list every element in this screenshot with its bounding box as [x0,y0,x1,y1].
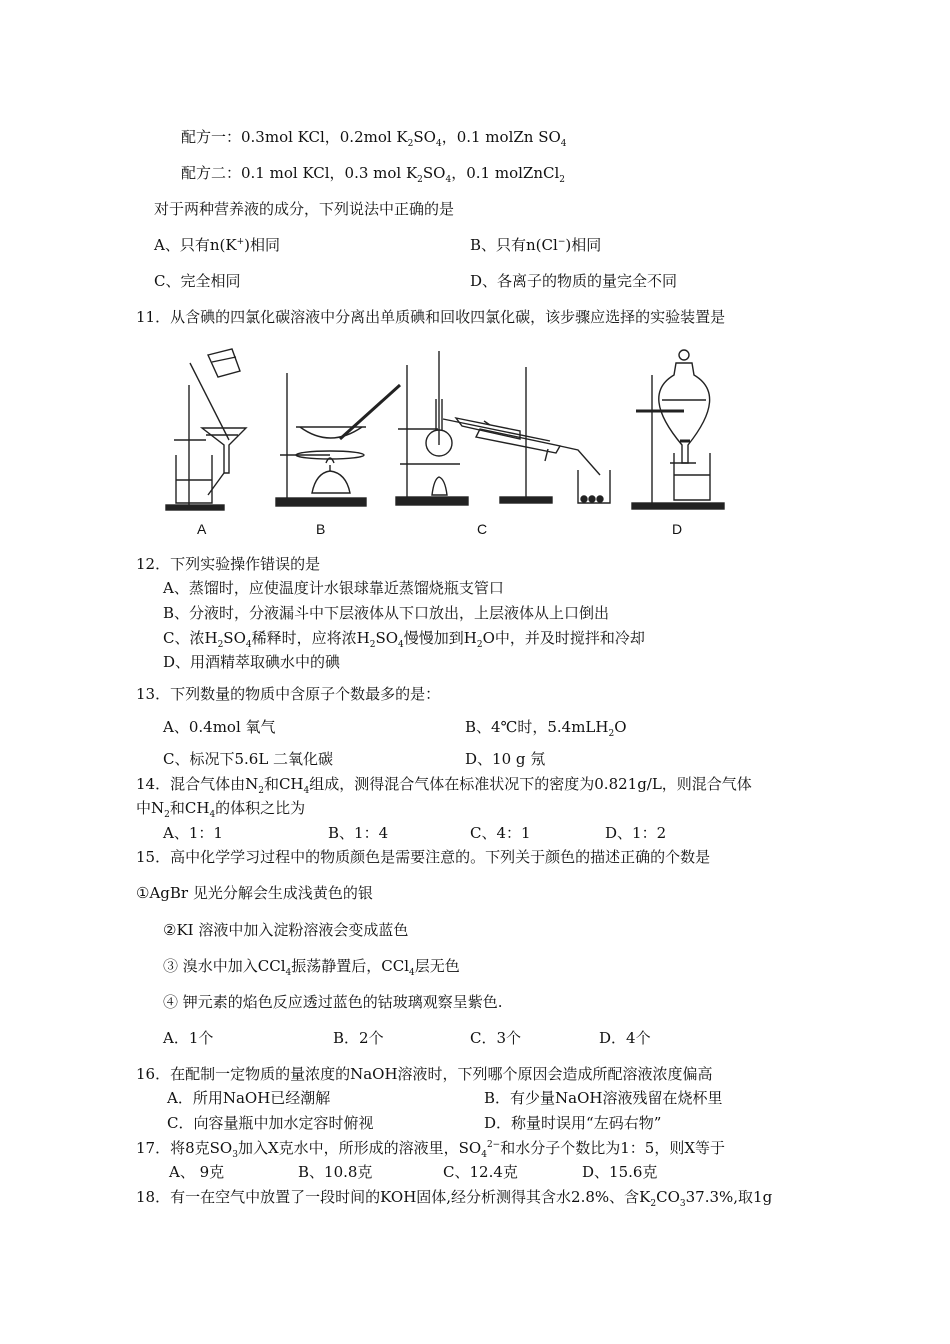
q12-option-d: D、用酒精萃取碘水中的碘 [163,653,341,671]
apparatus-b-evaporation [276,373,400,506]
q13-option-a: A、0.4mol 氧气 [163,718,276,736]
q15-statement-1: ①AgBr 见光分解会生成浅黄色的银 [136,884,373,902]
q16-option-c: C．向容量瓶中加水定容时俯视 [167,1114,374,1132]
q14-option-a: A、1：1 [163,824,223,842]
apparatus-figure [0,345,950,545]
q13-option-b: B、4℃时，5.4mLH$_2$O [465,718,627,739]
q12-option-b: B、分液时，分液漏斗中下层液体从下口放出，上层液体从上口倒出 [163,604,610,622]
q10-option-b: B、只有n(Cl−)相同 [470,236,602,254]
apparatus-d-separatory-funnel [632,350,724,509]
q18-stem: 18．有一在空气中放置了一段时间的KOH固体,经分析测得其含水2.8%、含$K_2CO_337.3\%$,取1g [136,1188,773,1209]
q10-stem: 对于两种营养液的成分，下列说法中正确的是 [154,200,455,218]
q15-stem: 15．高中化学学习过程中的物质颜色是需要注意的。下列关于颜色的描述正确的个数是 [136,848,711,866]
q15-statement-2: ②KI 溶液中加入淀粉溶液会变成蓝色 [163,921,409,939]
q14-stem-line1: 14．混合气体由$N_2$和$CH_4$组成，测得混合气体在标准状况下的密度为0.821g/L，则混合气体 [136,775,752,796]
q17-stem: 17．将8克$SO_3$加入X克水中，所形成的溶液里，$SO_4^{2-}$和水分子个数比为1：5，则X等于 [136,1139,726,1160]
q13-option-c: C、标况下5.6L 二氧化碳 [163,750,334,768]
q16-stem: 16．在配制一定物质的量浓度的NaOH溶液时，下列哪个原因会造成所配溶液浓度偏高 [136,1065,713,1083]
q17-option-d: D、15.6克 [582,1163,658,1181]
q17-option-b: B、10.8克 [298,1163,373,1181]
apparatus-label-b: B [316,521,326,537]
apparatus-label-c: C [477,521,488,537]
q17-option-c: C、12.4克 [443,1163,518,1181]
q15-statement-4: ④ 钾元素的焰色反应透过蓝色的钴玻璃观察呈紫色. [163,993,503,1011]
q11-stem: 11．从含碘的四氯化碳溶液中分离出单质碘和回收四氯化碳，该步骤应选择的实验装置是 [136,308,726,326]
q17-option-a: A、 9克 [169,1163,225,1181]
apparatus-label-d: D [672,521,683,537]
q15-statement-3: ③ 溴水中加入CCl$_4$振荡静置后，CCl$_4$层无色 [163,957,460,978]
q16-option-d: D．称量时误用“左码右物” [484,1114,662,1132]
q14-option-b: B、1：4 [328,824,389,842]
q16-option-b: B．有少量NaOH溶液残留在烧杯里 [484,1089,723,1107]
q10-option-d: D、各离子的物质的量完全不同 [470,272,678,290]
q15-option-c: C．3个 [470,1029,522,1047]
q16-option-a: A．所用NaOH已经潮解 [167,1089,331,1107]
q10-option-a: A、只有n(K+)相同 [154,236,280,254]
q15-option-d: D．4个 [599,1029,651,1047]
q10-option-c: C、完全相同 [154,272,241,290]
apparatus-c-distillation [396,351,610,505]
apparatus-label-a: A [197,521,207,537]
q12-stem: 12．下列实验操作错误的是 [136,555,321,573]
q14-stem-line2: 中$N_2$和$CH_4$的体积之比为 [136,799,306,820]
q13-option-d: D、10 g 氖 [465,750,546,768]
q13-stem: 13．下列数量的物质中含原子个数最多的是： [136,685,441,703]
q15-option-a: A．1个 [163,1029,214,1047]
recipe-2: 配方二：0.1 mol KCl，0.3 mol $K_2SO_4$，0.1 molZnCl$_2$ [181,164,565,185]
q12-option-c: C、浓$H_2SO_4$稀释时，应将浓$H_2SO_4$慢慢加到$H_2O$中，并及时搅拌和冷却 [163,629,645,650]
q12-option-a: A、蒸馏时，应使温度计水银球靠近蒸馏烧瓶支管口 [163,579,504,597]
apparatus-a-filtration [166,349,246,510]
q14-option-d: D、1：2 [605,824,667,842]
q15-option-b: B．2个 [333,1029,384,1047]
recipe-1: 配方一：0.3mol KCl，0.2mol $K_2SO_4$，0.1 molZn $SO_4$ [181,128,567,149]
q14-option-c: C、4：1 [470,824,531,842]
